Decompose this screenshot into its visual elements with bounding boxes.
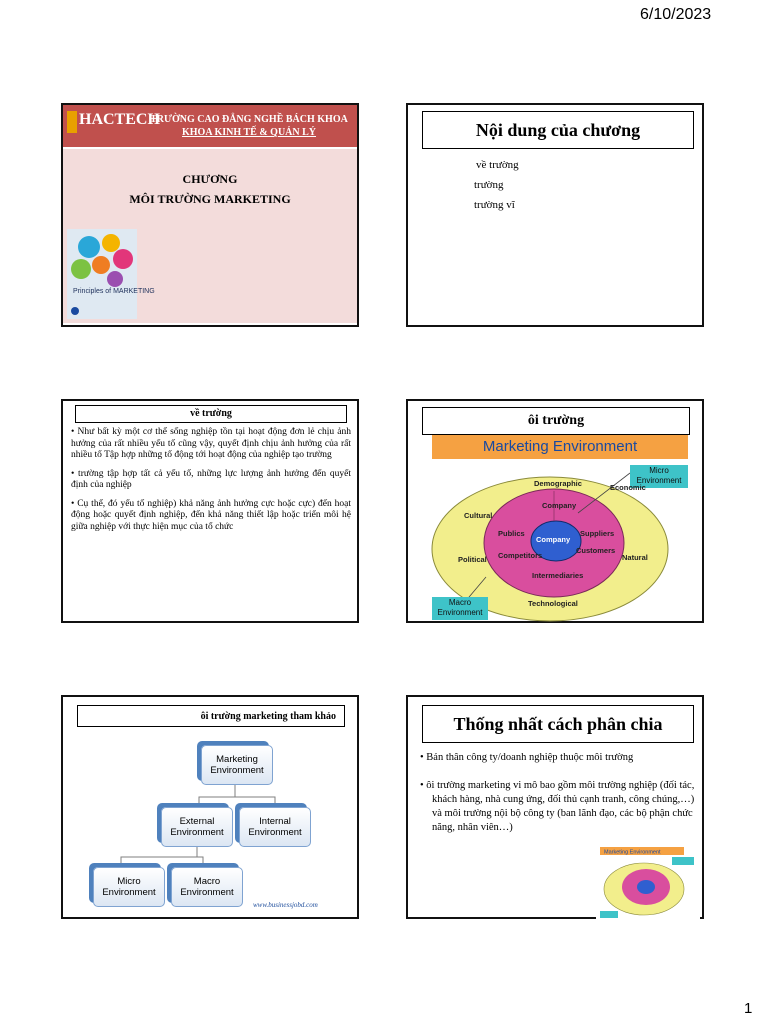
macro-environment-tag: Macro Environment: [432, 597, 488, 620]
label-intermediaries: Intermediaries: [532, 571, 584, 580]
node-micro-environment: Micro Environment: [93, 867, 165, 907]
label-cultural: Cultural: [464, 511, 493, 520]
environment-rings: [408, 401, 702, 621]
label-suppliers: Suppliers: [580, 529, 615, 538]
svg-text:Marketing Environment: Marketing Environment: [604, 849, 661, 856]
label-company-core: Company: [536, 535, 571, 544]
marketing-environment-banner: Marketing Environment: [432, 435, 688, 459]
label-company-ring: Company: [542, 501, 577, 510]
chapter-title: CHƯƠNG MÔI TRƯỜNG MARKETING: [129, 172, 291, 206]
node-external-environment: External Environment: [161, 807, 233, 847]
label-economic: Economic: [610, 483, 646, 492]
contents-line-2: trường: [474, 179, 504, 191]
bullet-1: • Bản thân công ty/doanh nghiệp thuộc môi trường: [420, 752, 634, 763]
slide-5-org-chart: [61, 695, 359, 919]
label-political: Political: [458, 555, 487, 564]
bullet-2: • trường tập hợp tất cả yếu tố, những lực lượng ảnh hưởng đến quyết định của nghiệp: [71, 468, 351, 490]
bullet-2: • ôi trường marketing vi mô bao gồm môi trường nghiệp (đối tác, khách hàng, nhà cung ứng, đối thủ cạnh tranh, công chúng,…) và môi trường nội bộ công ty (ban lãnh đạo, các bộ phận chức năng, nhân viên…): [420, 780, 695, 833]
slide-3-concept: [61, 399, 359, 623]
node-internal-environment: Internal Environment: [239, 807, 311, 847]
slide-6-text: [420, 751, 696, 849]
label-natural: Natural: [622, 553, 648, 562]
slide-3-title: về trường: [75, 405, 347, 423]
bullet-1: • Như bất kỳ một cơ thể sống nghiệp tồn tại hoạt động đơn lẻ chịu ảnh hưởng của rất nhiều yếu tố cũng vậy, quyết định chịu ảnh hưởng của rất nhiều tố Tập hợp những tố động tới hoạt động của nghiệp tạo trường: [71, 427, 351, 460]
slide-5-title: ôi trường marketing tham khảo: [77, 705, 345, 727]
label-demographic: Demographic: [534, 479, 582, 488]
slide-2-contents: [406, 103, 704, 327]
slide-6-title: Thống nhất cách phân chia: [422, 705, 694, 743]
micro-environment-tag: Micro Environment: [630, 465, 688, 488]
page-number: 1: [744, 1000, 753, 1017]
source-credit: www.businessjobd.com: [253, 901, 318, 909]
slide-1-title: [61, 103, 359, 327]
label-publics: Publics: [498, 529, 525, 538]
bullet-3: • Cụ thể, đó yếu tố nghiệp) khả năng ảnh hưởng cực hoặc cực) đến hoạt động hoặc quyết định nghiệp, đến khả năng thiết lập hoặc triển môi hệ giữa nghiệp với thực hiện mục của tổ chức: [71, 498, 351, 532]
slide-2-title: Nội dung của chương: [422, 111, 694, 149]
print-date: 6/10/2023: [640, 6, 712, 23]
label-customers: Customers: [576, 546, 616, 555]
slide-3-text: [71, 427, 351, 540]
slide-4-title: ôi trường: [422, 407, 690, 435]
svg-text:Principles of MARKETING: Principles of MARKETING: [73, 288, 155, 295]
contents-line-3: trường vĩ: [474, 199, 515, 211]
node-macro-environment: Macro Environment: [171, 867, 243, 907]
mini-environment-diagram: [596, 845, 700, 919]
contents-line-1: về trường: [476, 159, 519, 171]
hactech-logo: HACTECH: [67, 109, 137, 139]
slide-4-environment-diagram: [406, 399, 704, 623]
label-technological: Technological: [528, 599, 578, 608]
school-name: TRƯỜNG CAO ĐẲNG NGHỀ BÁCH KHOA KHOA KINH TẾ & QUẢN LÝ: [150, 114, 348, 138]
slide-6-classification: [406, 695, 704, 919]
textbook-cover-image: [67, 229, 155, 319]
node-marketing-environment: Marketing Environment: [201, 745, 273, 785]
label-competitors: Competitors: [498, 551, 543, 560]
